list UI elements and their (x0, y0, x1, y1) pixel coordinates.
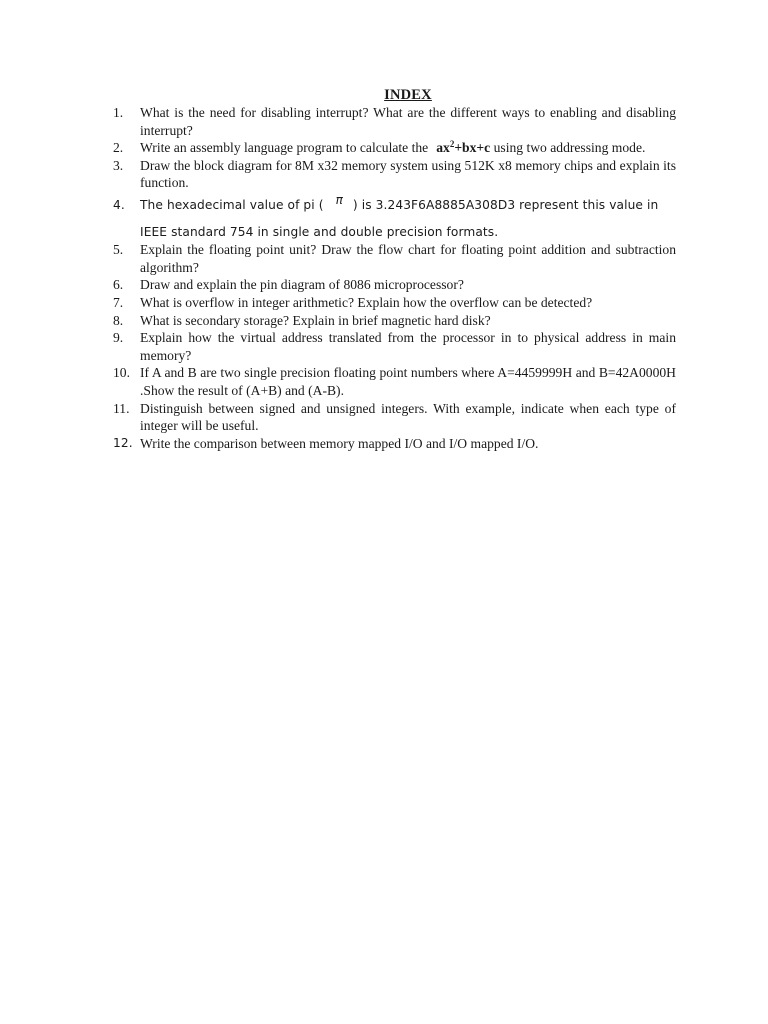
question-item-2 (113, 139, 676, 157)
question-item-8 (113, 312, 676, 330)
item-text (140, 192, 676, 241)
item-text-before: Write an assembly language program to calculate the (140, 140, 429, 156)
pi-symbol: π (335, 192, 343, 207)
item-number: 2. (113, 140, 124, 156)
item-text: What is secondary storage? Explain in brief magnetic hard disk? (140, 312, 491, 328)
item-text: Draw and explain the pin diagram of 8086 microprocessor? (140, 277, 464, 293)
item-text: Draw the block diagram for 8M x32 memory system using 512K x8 memory chips and explain its function. (140, 157, 676, 191)
item-number: 5. (113, 242, 124, 258)
formula-part-b: +bx+c (454, 140, 491, 156)
question-item-10 (113, 364, 676, 399)
question-item-12 (113, 435, 676, 453)
item-text-before: The hexadecimal value of pi ( (140, 197, 324, 212)
index-title: INDEX (384, 87, 432, 103)
item-number: 12. (113, 435, 133, 450)
question-item-9 (113, 329, 676, 364)
formula-part-a: ax (436, 140, 450, 156)
item-number: 9. (113, 330, 124, 346)
question-item-6 (113, 276, 676, 294)
question-item-7 (113, 294, 676, 312)
item-number: 3. (113, 157, 124, 173)
item-text-after: ) is 3.243F6A8885A308D3 represent this value in (352, 197, 659, 212)
item-text (140, 139, 676, 157)
question-item-1 (113, 104, 676, 139)
item-number: 10. (113, 365, 130, 381)
question-list (113, 104, 676, 452)
item-number: 7. (113, 294, 124, 310)
item-text: What is the need for disabling interrupt? What are the different ways to enabling and disabling interrupt? (140, 105, 676, 138)
quadratic-formula (436, 140, 490, 155)
item-text-after: using two addressing mode. (490, 140, 646, 156)
item-number: 6. (113, 277, 124, 293)
item-text: Explain the floating point unit? Draw the flow chart for floating point addition and subtraction algorithm? (140, 242, 676, 275)
question-item-5 (113, 241, 676, 276)
item-text: Distinguish between signed and unsigned integers. With example, indicate when each type of integer will be useful. (140, 400, 676, 434)
item-text: If A and B are two single precision floating point numbers where A=4459999H and B=42A0000H .Show the result of (A+B) and (A-B). (140, 365, 676, 398)
question-item-3 (113, 157, 676, 192)
item-text-line2: IEEE standard 754 in single and double precision formats. (140, 224, 499, 239)
formula-superscript: 2 (449, 139, 455, 150)
item-number: 4. (113, 197, 125, 212)
item-number: 11. (113, 400, 130, 416)
item-number: 1. (113, 105, 124, 120)
question-item-4 (113, 192, 676, 241)
question-item-11 (113, 400, 676, 435)
item-text: Explain how the virtual address translated from the processor in to physical address in main memory? (140, 330, 676, 363)
item-text: What is overflow in integer arithmetic? Explain how the overflow can be detected? (140, 294, 593, 310)
item-number: 8. (113, 312, 124, 328)
item-text: Write the comparison between memory mapped I/O and I/O mapped I/O. (140, 435, 539, 451)
